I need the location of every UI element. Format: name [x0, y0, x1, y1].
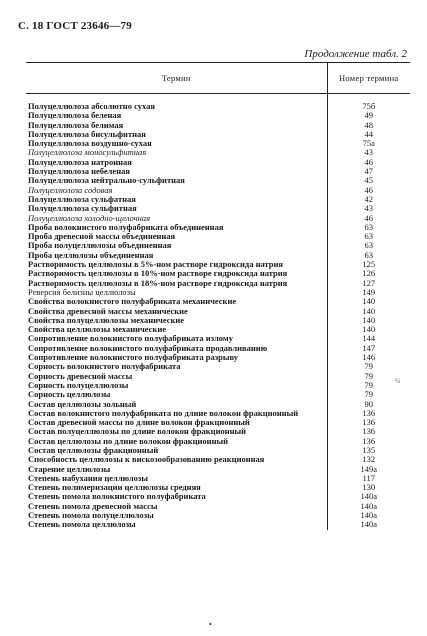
terms-table: [26, 62, 410, 530]
term-cell: Реверсия белизны целлюлозы: [28, 286, 136, 297]
term-cell: Растворимость целлюлозы в 10%-ном растворе гидроксида натрия: [28, 268, 288, 279]
term-cell: Степень помола целлюлозы: [28, 519, 136, 530]
column-header-number: Номер термина: [327, 63, 410, 94]
term-cell: Полуцеллюлоза белимая: [28, 119, 124, 130]
term-number-cell: 63: [327, 251, 410, 260]
term-cell: Сопротивление волокнистого полуфабриката продавливанию: [28, 342, 268, 353]
term-number-cell: 43: [327, 148, 410, 157]
term-number-cell: 127: [327, 279, 410, 288]
term-number-cell: 75а: [327, 139, 410, 148]
term-number-cell: 79: [327, 390, 410, 399]
term-cell: Сорность целлюлозы: [28, 389, 111, 400]
term-number-cell: 47: [327, 167, 410, 176]
term-cell: Степень полимеризации целлюлозы средняя: [28, 482, 201, 493]
term-number-cell: 144: [327, 334, 410, 343]
term-number-cell: 79: [327, 372, 410, 381]
margin-mark: ½: [395, 377, 401, 385]
term-cell: Полуцеллюлоза воздушно-сухая: [28, 138, 152, 149]
term-number-cell: 147: [327, 344, 410, 353]
term-number-cell: 140: [327, 307, 410, 316]
term-cell: Сорность древесной массы: [28, 370, 133, 381]
term-cell: Свойства целлюлозы механические: [28, 324, 167, 335]
term-cell: Состав полуцеллюлозы по длине волокон фракционный: [28, 426, 247, 437]
table-body: [26, 94, 410, 530]
term-cell: Сорность полуцеллюлозы: [28, 379, 129, 390]
term-number-cell: 140а: [327, 492, 410, 501]
term-number-cell: 63: [327, 232, 410, 241]
term-number-cell: 49: [327, 111, 410, 120]
term-number-cell: 46: [327, 214, 410, 223]
term-cell: Свойства волокнистого полуфабриката механические: [28, 296, 237, 307]
term-cell: Растворимость целлюлозы в 18%-ном растворе гидроксида натрия: [28, 277, 288, 288]
term-cell: Полуцеллюлоза холодно-щелочная: [28, 212, 151, 223]
term-cell: Состав волокнистого полуфабриката по длине волокон фракционный: [28, 407, 299, 418]
term-cell: Сопротивление волокнистого полуфабриката излому: [28, 333, 233, 344]
term-cell: Проба полуцеллюлозы объединенная: [28, 240, 172, 251]
term-number-cell: 136: [327, 418, 410, 427]
term-cell: Старение целлюлозы: [28, 463, 111, 474]
term-cell: Проба древесной массы объединенная: [28, 231, 176, 242]
term-number-cell: 75б: [327, 94, 410, 112]
table-row: [26, 520, 410, 529]
term-number-cell: 130: [327, 483, 410, 492]
term-cell: Полуцеллюлоза содовая: [28, 184, 113, 195]
term-cell: Сорность волокнистого полуфабриката: [28, 361, 181, 372]
term-cell: Свойства древесной массы механические: [28, 305, 188, 316]
term-cell: Свойства полуцеллюлозы механические: [28, 314, 185, 325]
term-number-cell: 140: [327, 297, 410, 306]
page-header: С. 18 ГОСТ 23646—79: [18, 20, 132, 32]
term-cell: Полуцеллюлоза нейтрально-сульфитная: [28, 175, 185, 186]
term-number-cell: 140: [327, 316, 410, 325]
term-number-cell: 136: [327, 427, 410, 436]
term-cell: Способность целлюлозы к вискозообразованию реакционная: [28, 454, 265, 465]
term-number-cell: 63: [327, 241, 410, 250]
term-number-cell: 43: [327, 204, 410, 213]
term-cell: Полуцеллюлоза натронная: [28, 156, 132, 167]
term-cell: Полуцеллюлоза абсолютно сухая: [28, 101, 155, 111]
term-cell: Степень помола полуцеллюлозы: [28, 510, 154, 521]
term-cell: Состав целлюлозы по длине волокон фракционный: [28, 435, 229, 446]
term-number-cell: 117: [327, 474, 410, 483]
term-cell: Растворимость целлюлозы в 5%-ном растворе гидроксида натрия: [28, 259, 284, 270]
term-cell: Проба волокнистого полуфабриката объединенная: [28, 221, 224, 232]
column-header-terms: Термин: [26, 63, 327, 94]
term-cell: Проба целлюлозы объединенная: [28, 249, 154, 260]
term-number-cell: 140а: [327, 511, 410, 520]
term-number-cell: 46: [327, 158, 410, 167]
term-number-cell: 140: [327, 325, 410, 334]
table-caption: Продолжение табл. 2: [304, 48, 407, 60]
term-number-cell: 132: [327, 455, 410, 464]
term-cell: Сопротивление волокнистого полуфабриката разрыву: [28, 352, 239, 363]
term-number-cell: 46: [327, 186, 410, 195]
term-number-cell: 149: [327, 288, 410, 297]
term-cell: Полуцеллюлоза беленая: [28, 110, 122, 121]
term-number-cell: 136: [327, 409, 410, 418]
term-number-cell: 146: [327, 353, 410, 362]
footer-mark: •: [209, 620, 212, 629]
term-cell: Степень набухания целлюлозы: [28, 472, 148, 483]
term-cell: Полуцеллюлоза сульфитная: [28, 203, 137, 214]
table-row: [26, 94, 410, 112]
term-number-cell: 140а: [327, 520, 410, 529]
term-number-cell: 44: [327, 130, 410, 139]
term-number-cell: 149а: [327, 465, 410, 474]
term-number-cell: 79: [327, 381, 410, 390]
term-cell: Полуцеллюлоза небеленая: [28, 166, 130, 177]
term-cell: Полуцеллюлоза бисульфитная: [28, 128, 146, 139]
term-number-cell: 48: [327, 121, 410, 130]
term-cell: Состав целлюлозы зольный: [28, 398, 137, 409]
term-number-cell: 135: [327, 446, 410, 455]
table-header-row: [26, 63, 410, 94]
term-cell: Полуцеллюлоза сульфатная: [28, 193, 136, 204]
term-number-cell: 125: [327, 260, 410, 269]
term-number-cell: 42: [327, 195, 410, 204]
term-cell: Состав древесной массы по длине волокон фракционный: [28, 417, 250, 428]
term-number-cell: 136: [327, 437, 410, 446]
term-cell: Полуцеллюлоза моносульфитная: [28, 147, 147, 158]
term-number-cell: 79: [327, 362, 410, 371]
term-number-cell: 90: [327, 400, 410, 409]
term-number-cell: 45: [327, 176, 410, 185]
term-number-cell: 63: [327, 223, 410, 232]
term-number-cell: 126: [327, 269, 410, 278]
term-cell: Степень помола волокнистого полуфабриката: [28, 491, 206, 502]
term-cell: Степень помола древесной массы: [28, 500, 158, 511]
term-cell: Состав целлюлозы фракционный: [28, 444, 159, 455]
term-number-cell: 140а: [327, 502, 410, 511]
